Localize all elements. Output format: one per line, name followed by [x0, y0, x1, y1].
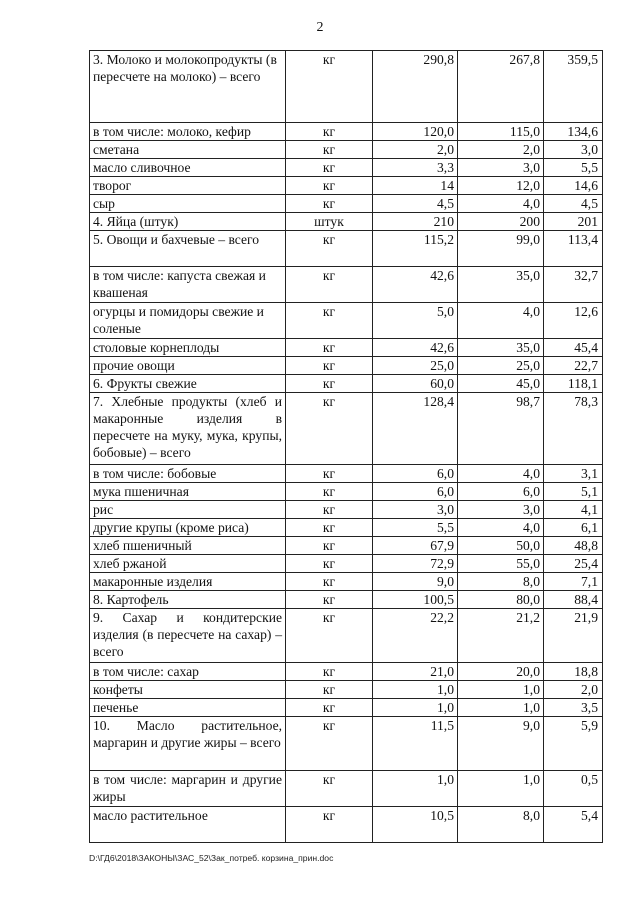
table-row	[90, 393, 603, 465]
unit-cell: кг	[286, 609, 373, 663]
product-name-cell: печенье	[90, 699, 286, 717]
table-row	[90, 303, 603, 339]
value-cell-2: 99,0	[458, 231, 544, 267]
table-row	[90, 231, 603, 267]
file-path-footer: D:\ГД6\2018\ЗАКОНЫ\ЗАС_52\Зак_потреб. корзина_прин.doc	[89, 853, 334, 863]
value-cell-2: 3,0	[458, 501, 544, 519]
table-row	[90, 213, 603, 231]
value-cell-2: 9,0	[458, 717, 544, 771]
value-cell-2: 12,0	[458, 177, 544, 195]
value-cell-2: 1,0	[458, 699, 544, 717]
table-row	[90, 123, 603, 141]
value-cell-3: 6,1	[544, 519, 603, 537]
value-cell-3: 3,0	[544, 141, 603, 159]
value-cell-1: 128,4	[373, 393, 458, 465]
value-cell-1: 210	[373, 213, 458, 231]
unit-cell: штук	[286, 213, 373, 231]
value-cell-2: 8,0	[458, 573, 544, 591]
value-cell-1: 6,0	[373, 483, 458, 501]
value-cell-3: 48,8	[544, 537, 603, 555]
table-row	[90, 717, 603, 771]
product-name-cell: в том числе: маргарин и другие жиры	[90, 771, 286, 807]
value-cell-2: 8,0	[458, 807, 544, 843]
unit-cell: кг	[286, 303, 373, 339]
value-cell-1: 115,2	[373, 231, 458, 267]
unit-cell: кг	[286, 465, 373, 483]
value-cell-1: 60,0	[373, 375, 458, 393]
table-row	[90, 51, 603, 123]
value-cell-2: 35,0	[458, 339, 544, 357]
product-name-cell: сыр	[90, 195, 286, 213]
page-number: 2	[316, 20, 324, 35]
table-row	[90, 807, 603, 843]
value-cell-1: 10,5	[373, 807, 458, 843]
value-cell-3: 12,6	[544, 303, 603, 339]
product-name-cell: столовые корнеплоды	[90, 339, 286, 357]
value-cell-2: 3,0	[458, 159, 544, 177]
product-name-cell: конфеты	[90, 681, 286, 699]
table-row	[90, 681, 603, 699]
value-cell-2: 4,0	[458, 303, 544, 339]
unit-cell: кг	[286, 537, 373, 555]
unit-cell: кг	[286, 231, 373, 267]
unit-cell: кг	[286, 267, 373, 303]
product-name-cell: сметана	[90, 141, 286, 159]
value-cell-3: 201	[544, 213, 603, 231]
value-cell-1: 3,0	[373, 501, 458, 519]
value-cell-1: 22,2	[373, 609, 458, 663]
product-name-cell: 5. Овощи и бахчевые – всего	[90, 231, 286, 267]
table-row	[90, 555, 603, 573]
value-cell-1: 1,0	[373, 771, 458, 807]
value-cell-2: 200	[458, 213, 544, 231]
product-name-cell: 8. Картофель	[90, 591, 286, 609]
table-row	[90, 339, 603, 357]
value-cell-2: 1,0	[458, 681, 544, 699]
product-name-cell: огурцы и помидоры свежие и соленые	[90, 303, 286, 339]
unit-cell: кг	[286, 807, 373, 843]
unit-cell: кг	[286, 375, 373, 393]
value-cell-2: 25,0	[458, 357, 544, 375]
table-row	[90, 159, 603, 177]
value-cell-1: 9,0	[373, 573, 458, 591]
value-cell-2: 50,0	[458, 537, 544, 555]
value-cell-2: 98,7	[458, 393, 544, 465]
unit-cell: кг	[286, 573, 373, 591]
value-cell-3: 4,1	[544, 501, 603, 519]
product-name-cell: в том числе: сахар	[90, 663, 286, 681]
product-name-cell: в том числе: молоко, кефир	[90, 123, 286, 141]
value-cell-2: 115,0	[458, 123, 544, 141]
unit-cell: кг	[286, 771, 373, 807]
product-name-cell: прочие овощи	[90, 357, 286, 375]
table-row	[90, 663, 603, 681]
consumer-basket-table	[89, 50, 603, 843]
product-name-cell: другие крупы (кроме риса)	[90, 519, 286, 537]
product-name-cell: 10. Масло растительное, маргарин и другие жиры – всего	[90, 717, 286, 771]
value-cell-1: 3,3	[373, 159, 458, 177]
table-row	[90, 141, 603, 159]
value-cell-2: 267,8	[458, 51, 544, 123]
table-row	[90, 483, 603, 501]
value-cell-2: 6,0	[458, 483, 544, 501]
product-name-cell: 4. Яйца (штук)	[90, 213, 286, 231]
value-cell-3: 4,5	[544, 195, 603, 213]
unit-cell: кг	[286, 681, 373, 699]
value-cell-2: 45,0	[458, 375, 544, 393]
unit-cell: кг	[286, 393, 373, 465]
value-cell-1: 2,0	[373, 141, 458, 159]
value-cell-2: 2,0	[458, 141, 544, 159]
value-cell-1: 5,0	[373, 303, 458, 339]
value-cell-3: 18,8	[544, 663, 603, 681]
table-row	[90, 699, 603, 717]
value-cell-3: 2,0	[544, 681, 603, 699]
value-cell-1: 1,0	[373, 699, 458, 717]
unit-cell: кг	[286, 51, 373, 123]
value-cell-2: 20,0	[458, 663, 544, 681]
value-cell-1: 11,5	[373, 717, 458, 771]
value-cell-2: 35,0	[458, 267, 544, 303]
unit-cell: кг	[286, 699, 373, 717]
value-cell-3: 5,1	[544, 483, 603, 501]
value-cell-1: 5,5	[373, 519, 458, 537]
table-row	[90, 267, 603, 303]
value-cell-1: 42,6	[373, 339, 458, 357]
product-name-cell: 9. Сахар и кондитерские изделия (в пересчете на сахар) – всего	[90, 609, 286, 663]
value-cell-3: 14,6	[544, 177, 603, 195]
value-cell-3: 32,7	[544, 267, 603, 303]
value-cell-3: 113,4	[544, 231, 603, 267]
table-row	[90, 465, 603, 483]
unit-cell: кг	[286, 663, 373, 681]
product-name-cell: масло растительное	[90, 807, 286, 843]
value-cell-3: 78,3	[544, 393, 603, 465]
unit-cell: кг	[286, 717, 373, 771]
table-row	[90, 591, 603, 609]
table-row	[90, 609, 603, 663]
table-row	[90, 195, 603, 213]
value-cell-3: 134,6	[544, 123, 603, 141]
unit-cell: кг	[286, 501, 373, 519]
product-name-cell: хлеб ржаной	[90, 555, 286, 573]
product-name-cell: рис	[90, 501, 286, 519]
value-cell-2: 4,0	[458, 465, 544, 483]
value-cell-1: 4,5	[373, 195, 458, 213]
value-cell-1: 1,0	[373, 681, 458, 699]
value-cell-3: 0,5	[544, 771, 603, 807]
product-name-cell: в том числе: бобовые	[90, 465, 286, 483]
value-cell-1: 21,0	[373, 663, 458, 681]
value-cell-1: 72,9	[373, 555, 458, 573]
value-cell-3: 45,4	[544, 339, 603, 357]
value-cell-2: 55,0	[458, 555, 544, 573]
product-name-cell: 3. Молоко и молокопродукты (в пересчете на молоко) – всего	[90, 51, 286, 123]
value-cell-3: 25,4	[544, 555, 603, 573]
unit-cell: кг	[286, 519, 373, 537]
product-name-cell: 6. Фрукты свежие	[90, 375, 286, 393]
unit-cell: кг	[286, 123, 373, 141]
value-cell-3: 88,4	[544, 591, 603, 609]
value-cell-3: 5,4	[544, 807, 603, 843]
unit-cell: кг	[286, 177, 373, 195]
unit-cell: кг	[286, 159, 373, 177]
product-name-cell: макаронные изделия	[90, 573, 286, 591]
value-cell-1: 290,8	[373, 51, 458, 123]
value-cell-3: 22,7	[544, 357, 603, 375]
product-name-cell: в том числе: капуста свежая и квашеная	[90, 267, 286, 303]
unit-cell: кг	[286, 141, 373, 159]
value-cell-3: 5,9	[544, 717, 603, 771]
unit-cell: кг	[286, 555, 373, 573]
value-cell-1: 14	[373, 177, 458, 195]
value-cell-2: 80,0	[458, 591, 544, 609]
value-cell-2: 1,0	[458, 771, 544, 807]
value-cell-3: 359,5	[544, 51, 603, 123]
product-name-cell: 7. Хлебные продукты (хлеб и макаронные изделия в пересчете на муку, мука, крупы, бобовые) – всего	[90, 393, 286, 465]
table-body	[90, 51, 603, 843]
product-name-cell: масло сливочное	[90, 159, 286, 177]
value-cell-1: 120,0	[373, 123, 458, 141]
table-row	[90, 501, 603, 519]
table-row	[90, 771, 603, 807]
table-row	[90, 177, 603, 195]
unit-cell: кг	[286, 195, 373, 213]
table-row	[90, 537, 603, 555]
value-cell-3: 7,1	[544, 573, 603, 591]
value-cell-1: 42,6	[373, 267, 458, 303]
unit-cell: кг	[286, 339, 373, 357]
product-name-cell: творог	[90, 177, 286, 195]
product-name-cell: хлеб пшеничный	[90, 537, 286, 555]
value-cell-2: 4,0	[458, 195, 544, 213]
value-cell-1: 100,5	[373, 591, 458, 609]
value-cell-2: 4,0	[458, 519, 544, 537]
unit-cell: кг	[286, 591, 373, 609]
value-cell-1: 25,0	[373, 357, 458, 375]
table-row	[90, 519, 603, 537]
table-row	[90, 375, 603, 393]
value-cell-3: 3,1	[544, 465, 603, 483]
value-cell-3: 5,5	[544, 159, 603, 177]
value-cell-1: 6,0	[373, 465, 458, 483]
table-row	[90, 357, 603, 375]
unit-cell: кг	[286, 483, 373, 501]
table-row	[90, 573, 603, 591]
value-cell-1: 67,9	[373, 537, 458, 555]
unit-cell: кг	[286, 357, 373, 375]
product-name-cell: мука пшеничная	[90, 483, 286, 501]
value-cell-2: 21,2	[458, 609, 544, 663]
value-cell-3: 3,5	[544, 699, 603, 717]
value-cell-3: 118,1	[544, 375, 603, 393]
value-cell-3: 21,9	[544, 609, 603, 663]
